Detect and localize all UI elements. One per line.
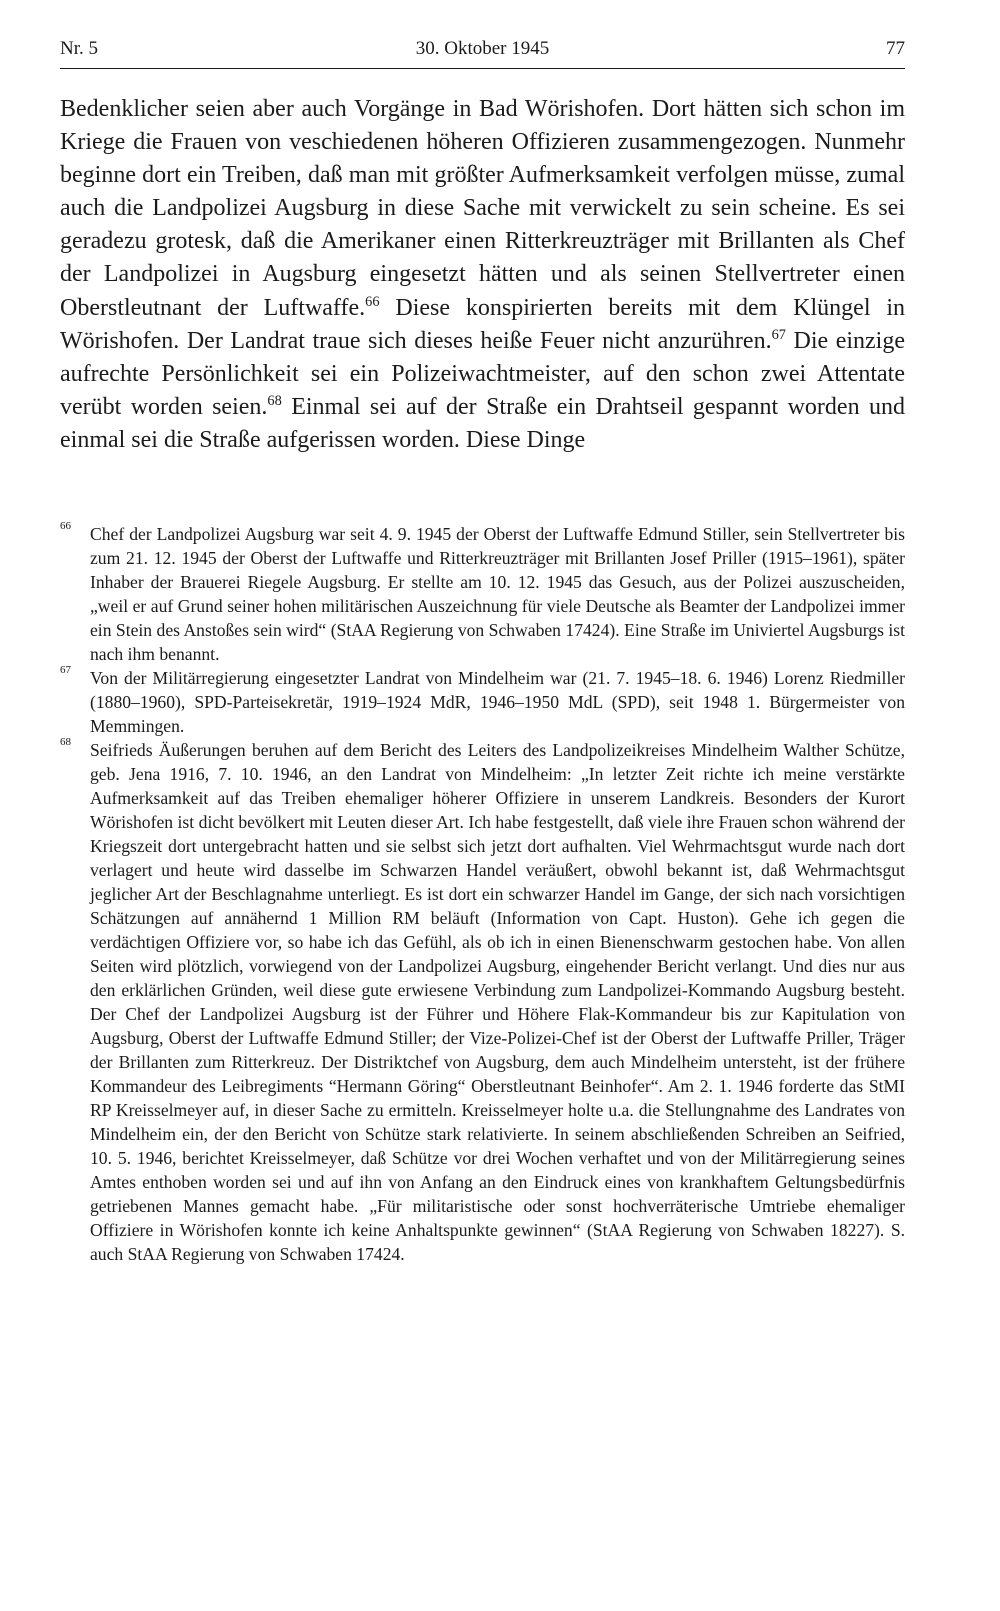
main-text xyxy=(60,93,905,457)
footnote-68 xyxy=(60,738,905,1266)
main-text-part: Einmal sei auf der Straße ein Drahtseil gespannt worden und einmal sei die Straße aufgerissen worden. Diese Dinge xyxy=(60,393,905,453)
footnote-67 xyxy=(60,666,905,738)
footnote-number: 67 xyxy=(60,664,71,676)
footnotes xyxy=(60,522,905,1266)
main-text-part: Diese konspirierten bereits mit dem Klüngel in Wörishofen. Der Landrat traue sich dieses heiße Feuer nicht anzurühren. xyxy=(60,294,905,354)
page-number: 77 xyxy=(886,38,905,59)
footnote-ref-66: 66 xyxy=(365,293,380,310)
footnote-text: Seifrieds Äußerungen beruhen auf dem Bericht des Leiters des Landpolizeikreises Mindelheim Walther Schütze, geb. Jena 1916, 7. 10. 1946, an den Landrat von Mindelheim: „In letzter Zeit richte ich meine verstärkte Aufmerksamkeit auf das Treiben ehemaliger höherer Offiziere in unserem Landkreis. Besonders der Kurort Wörishofen ist dicht bevölkert mit Leuten dieser Art. Ich habe festgestellt, daß viele ihre Frauen schon während der Kriegszeit dort untergebracht hatten und sie selbst sich jetzt dort aufhalten. Viel Wehrmachtsgut wurde nach dort verlagert und heute wird dasselbe im Schwarzen Handel veräußert, obwohl bekannt ist, daß Wehrmachtsgut jeglicher Art der Beschlagnahme unterliegt. Es ist dort ein schwarzer Handel im Gange, der sich nach vorsichtigen Schätzungen auf annähernd 1 Million RM beläuft (Information von Capt. Huston). Gehe ich gegen die verdächtigen Offiziere vor, so habe ich das Gefühl, als ob ich in einen Bienenschwarm gestochen habe. Von allen Seiten wird plötzlich, vorwiegend von der Landpolizei Augsburg, eingehender Bericht verlangt. Und dies nur aus den erklärlichen Gründen, weil diese gute erwiesene Verbindung zum Landpolizei-Kommando Augsburg besteht. Der Chef der Landpolizei Augsburg ist der Führer und Höhere Flak-Kommandeur bis zur Kapitulation von Augsburg, Oberst der Luftwaffe Edmund Stiller; der Vize-Polizei-Chef ist der Oberst der Luftwaffe Priller, Träger der Brillanten zum Ritterkreuz. Der Distriktchef von Augsburg, dem auch Mindelheim untersteht, ist der frühere Kommandeur des Leibregiments “Hermann Göring“ Oberstleutnant Beinhofer“. Am 2. 1. 1946 forderte das StMI RP Kreisselmeyer auf, in dieser Sache zu ermitteln. Kreisselmeyer holte u.a. die Stellungnahme des Landrates von Mindelheim ein, der den Bericht von Schütze stark relativierte. In seinem abschließenden Schreiben an Seifried, 10. 5. 1946, berichtet Kreisselmeyer, daß Schütze vor drei Wochen verhaftet und von der Militärregierung seines Amtes enthoben worden sei und auf ihn von Anfang an den Eindruck eines von krankhaftem Geltungsbedürfnis getriebenen Mannes gemacht habe. „Für militaristische oder sonst hochverräterische Umtriebe ehemaliger Offiziere in Wörishofen konnte ich keine Anhaltspunkte gewinnen“ (StAA Regierung von Schwaben 18227). S. auch StAA Regierung von Schwaben 17424. xyxy=(90,740,905,1264)
main-text-part: Bedenklicher seien aber auch Vorgänge in Bad Wörishofen. Dort hätten sich schon im Kriege die Frauen von veschiedenen höheren Offizieren zusammengezogen. Nunmehr beginne dort ein Treiben, daß man mit größter Aufmerksamkeit verfolgen müsse, zumal auch die Landpolizei Augsburg in diese Sache mit verwickelt zu sein scheine. Es sei geradezu grotesk, daß die Amerikaner einen Ritterkreuzträger mit Brillanten als Chef der Landpolizei in Augsburg eingesetzt hätten und als seinen Stellvertreter einen Oberstleutnant der Luftwaffe. xyxy=(60,96,905,321)
footnote-number: 68 xyxy=(60,736,71,748)
issue-number: Nr. 5 xyxy=(60,38,98,59)
footnote-ref-68: 68 xyxy=(267,392,282,409)
footnote-ref-67: 67 xyxy=(771,326,786,343)
issue-date: 30. Oktober 1945 xyxy=(415,38,550,59)
footnote-number: 66 xyxy=(60,520,71,532)
footnote-66 xyxy=(60,522,905,666)
footnote-text: Von der Militärregierung eingesetzter Landrat von Mindelheim war (21. 7. 1945–18. 6. 1946) Lorenz Riedmiller (1880–1960), SPD-Parteisekretär, 1919–1924 MdR, 1946–1950 MdL (SPD), seit 1948 1. Bürgermeister von Memmingen. xyxy=(90,668,905,736)
header-rule xyxy=(60,68,905,69)
running-head xyxy=(60,36,905,64)
main-text-part: Die einzige aufrechte Persönlichkeit sei ein Polizeiwachtmeister, auf den schon zwei Attentate verübt worden seien. xyxy=(60,327,905,420)
footnote-text: Chef der Landpolizei Augsburg war seit 4. 9. 1945 der Oberst der Luftwaffe Edmund Stiller, sein Stellvertreter bis zum 21. 12. 1945 der Oberst der Luftwaffe und Ritterkreuzträger mit Brillanten Josef Priller (1915–1961), später Inhaber der Brauerei Riegele Augsburg. Er stellte am 10. 12. 1945 das Gesuch, aus der Polizei auszuscheiden, „weil er auf Grund seiner hohen militärischen Auszeichnung für viele Deutsche als Beamter der Landpolizei immer ein Stein des Anstoßes sein wird“ (StAA Regierung von Schwaben 17424). Eine Straße im Univiertel Augsburgs ist nach ihm benannt. xyxy=(90,524,905,664)
